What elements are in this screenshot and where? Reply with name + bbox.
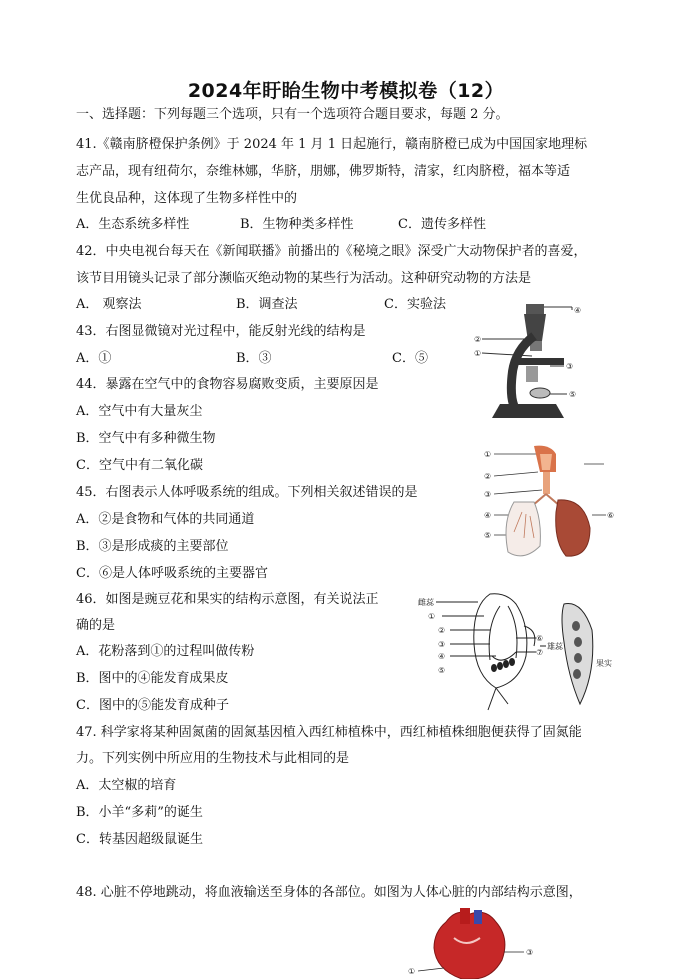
q45-label-6: ⑥	[607, 511, 615, 520]
q46-option-c[interactable]: C．图中的⑤能发育成种子	[76, 698, 229, 713]
q45-option-c[interactable]: C．⑥是人体呼吸系统的主要器官	[76, 566, 268, 581]
question-41-line3: 生优良品种，这体现了生物多样性中的	[76, 191, 298, 206]
question-46-line2: 确的是	[76, 618, 116, 633]
question-42-line2: 该节目用镜头记录了部分濒临灭绝动物的某些行为活动。这种研究动物的方法是	[76, 271, 532, 286]
heart-figure	[406, 908, 556, 979]
respiratory-system-figure	[484, 442, 620, 572]
q48-label-1: ①	[408, 967, 416, 976]
q46-label-6: ⑥	[536, 634, 544, 643]
q47-option-c[interactable]: C．转基因超级鼠诞生	[76, 832, 203, 847]
q45-option-b[interactable]: B．③是形成痰的主要部位	[76, 539, 229, 554]
q41-option-c[interactable]: C．遗传多样性	[398, 217, 486, 232]
q45-label-4: ④	[484, 511, 492, 520]
question-46-line1: 46．如图是豌豆花和果实的结构示意图，有关说法正	[76, 592, 379, 607]
q47-option-b[interactable]: B．小羊“多莉”的诞生	[76, 805, 203, 820]
microscope-figure	[474, 296, 594, 421]
q44-option-c[interactable]: C．空气中有二氧化碳	[76, 458, 203, 473]
q44-option-b[interactable]: B．空气中有多种微生物	[76, 431, 216, 446]
question-43-stem: 43．右图显微镜对光过程中，能反射光线的结构是	[76, 324, 366, 339]
q43-label-5: ⑤	[569, 390, 577, 399]
question-48-line1: 48. 心脏不停地跳动，将血液输送至身体的各部位。如图为人体心脏的内部结构示意图，	[76, 885, 582, 900]
q47-option-a[interactable]: A．太空椒的培育	[76, 778, 177, 793]
q45-label-5: ⑤	[484, 531, 492, 540]
q43-option-a[interactable]: A．①	[76, 351, 112, 366]
q46-option-b[interactable]: B．图中的④能发育成果皮	[76, 671, 229, 686]
q43-label-4: ④	[574, 306, 582, 315]
q46-label-1: ①	[428, 612, 436, 621]
q43-label-2: ②	[474, 335, 482, 344]
question-44-stem: 44．暴露在空气中的食物容易腐败变质，主要原因是	[76, 377, 379, 392]
q41-option-b[interactable]: B．生物种类多样性	[240, 217, 354, 232]
q46-label-fruit: 果实	[596, 659, 612, 668]
q45-label-3: ③	[484, 490, 492, 499]
question-41-line2: 志产品，现有纽荷尔，奈维林娜，华脐，朋娜，佛罗斯特，清家，红肉脐橙，福本等适	[76, 164, 571, 179]
q46-label-pistil: 雌蕊	[418, 598, 434, 607]
question-47-line2: 力。下列实例中所应用的生物技术与此相同的是	[76, 751, 350, 766]
q45-label-2: ②	[484, 472, 492, 481]
q43-label-3: ③	[566, 362, 574, 371]
q45-label-1: ①	[484, 450, 492, 459]
q42-option-c[interactable]: C．实验法	[384, 297, 446, 312]
q44-option-a[interactable]: A．空气中有大量灰尘	[76, 404, 203, 419]
page-title: 2024年盱眙生物中考模拟卷（12）	[187, 80, 505, 102]
q42-option-a[interactable]: A． 观察法	[76, 297, 142, 312]
q45-option-a[interactable]: A．②是食物和气体的共同通道	[76, 512, 255, 527]
q43-option-c[interactable]: C．⑤	[392, 351, 428, 366]
q46-label-4: ④	[438, 652, 446, 661]
q42-option-b[interactable]: B．调查法	[236, 297, 298, 312]
question-47-line1: 47. 科学家将某种固氮菌的固氮基因植入西红柿植株中，西红柿植株细胞便获得了固氮能	[76, 725, 582, 740]
q43-option-b[interactable]: B．③	[236, 351, 272, 366]
q41-option-a[interactable]: A．生态系统多样性	[76, 217, 190, 232]
pea-flower-figure	[416, 586, 646, 716]
q46-label-5: ⑤	[438, 666, 446, 675]
question-42-line1: 42．中央电视台每天在《新闻联播》前播出的《秘境之眼》深受广大动物保护者的喜爱，	[76, 244, 587, 259]
q46-label-7: ⑦	[536, 648, 544, 657]
q46-label-2: ②	[438, 626, 446, 635]
q46-label-3: ③	[438, 640, 446, 649]
question-41-line1: 41.《赣南脐橙保护条例》于 2024 年 1 月 1 日起施行，赣南脐橙已成为中国国家地理标	[76, 137, 588, 152]
q46-label-stamen: 雄蕊	[547, 642, 563, 651]
q43-label-1: ①	[474, 349, 482, 358]
q48-label-3: ③	[526, 948, 534, 957]
question-45-stem: 45．右图表示人体呼吸系统的组成。下列相关叙述错误的是	[76, 485, 418, 500]
section-heading: 一、选择题：下列每题三个选项，只有一个选项符合题目要求，每题 2 分。	[76, 107, 509, 122]
q46-option-a[interactable]: A．花粉落到①的过程叫做传粉	[76, 644, 255, 659]
